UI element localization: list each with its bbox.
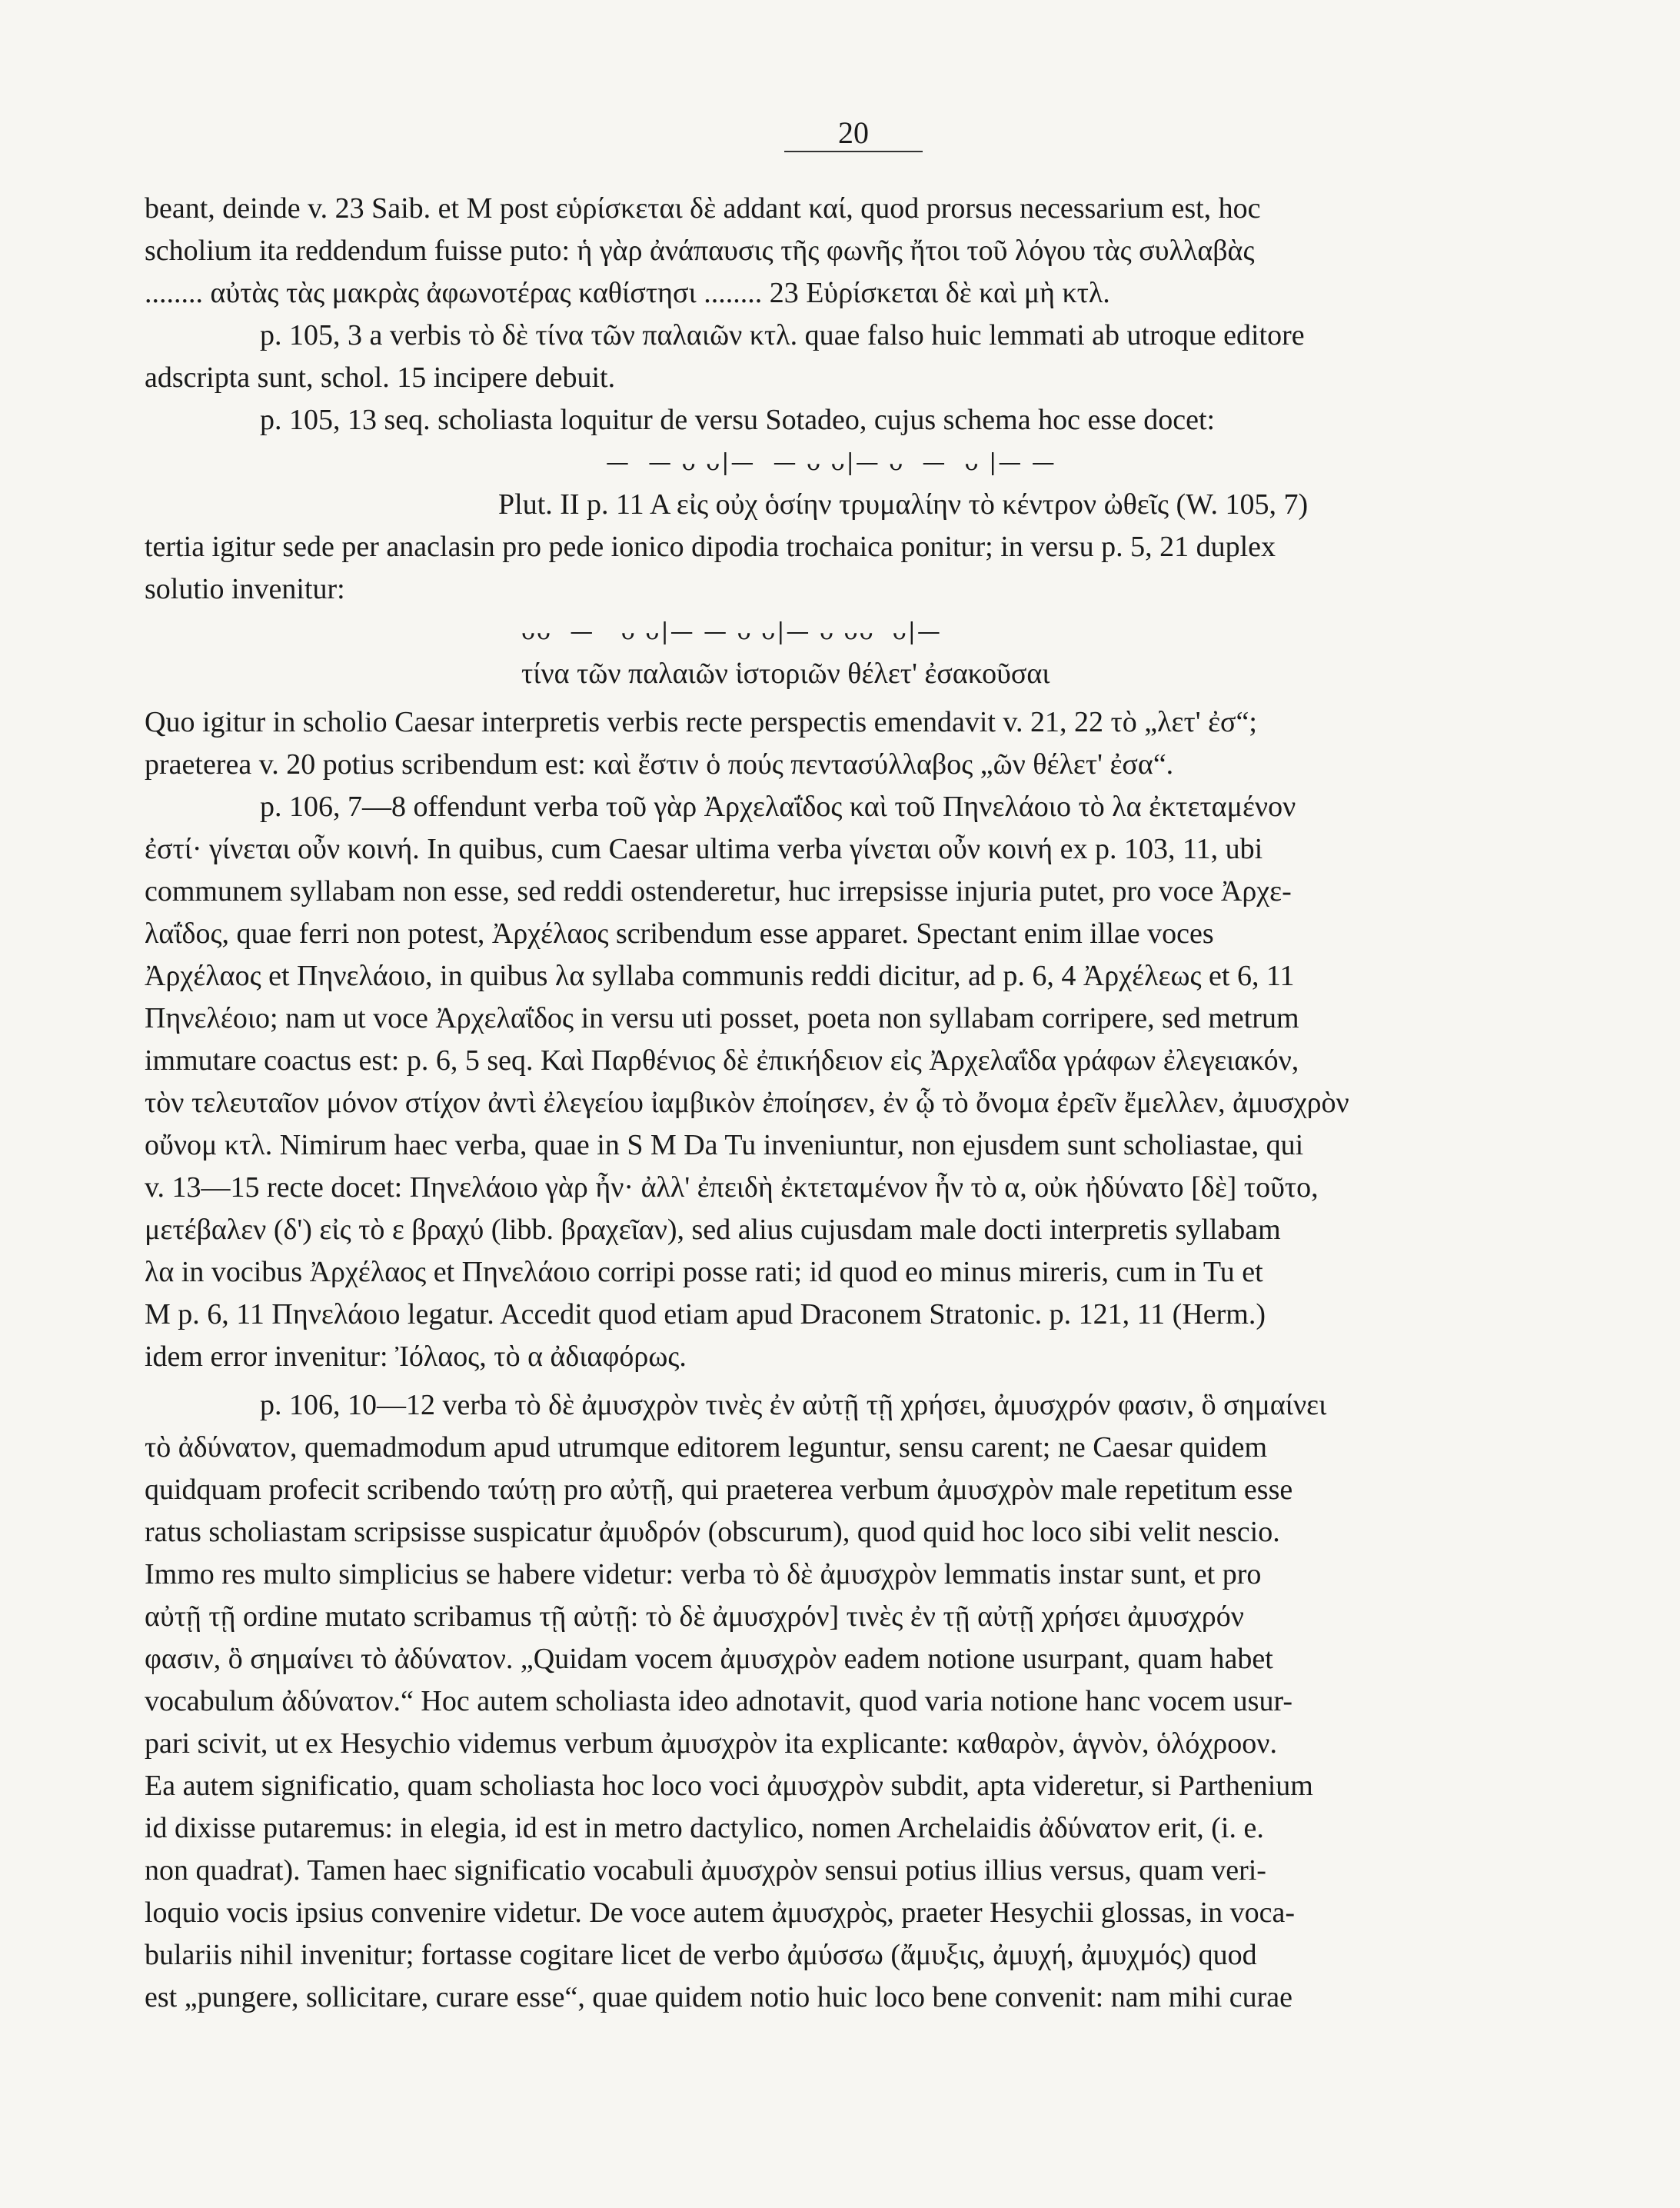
spacer (145, 695, 1544, 701)
text-line: αὐτῇ τῇ ordine mutato scribamus τῇ αὐτῇ: τὸ δὲ ἀμυσχρόν] τινὲς ἐν τῇ αὐτῇ χρήσει ἀμυσχρόν (145, 1600, 1244, 1633)
text-line: quidquam profecit scribendo ταύτῃ pro αὐτῇ, qui praeterea verbum ἀμυσχρὸν male repetitum esse (145, 1474, 1293, 1506)
text-line: ratus scholiastam scripsisse suspicatur ἀμυδρόν (obscurum), quod quid hoc loco sibi velit nescio. (145, 1516, 1280, 1548)
text-line: scholium ita reddendum fuisse puto: ἡ γὰρ ἀνάπαυσις τῆς φωνῆς ἤτοι τοῦ λόγου τὰς συλλαβὰς (145, 235, 1255, 267)
text-line: idem error invenitur: Ἰόλαος, τὸ α ἀδιαφόρως. (145, 1340, 687, 1373)
text-line: solutio invenitur: (145, 573, 345, 605)
header-rule (784, 151, 923, 152)
text-line: p. 106, 10—12 verba τὸ δὲ ἀμυσχρὸν τινὲς ἐν αὐτῇ τῇ χρήσει, ἀμυσχρόν φασιν, ὃ σημαίνει (260, 1389, 1327, 1421)
body-text (145, 188, 1544, 2019)
text-line: τὸν τελευταῖον μόνον στίχον ἀντὶ ἐλεγείου ἰαμβικὸν ἐποίησεν, ἐν ᾧ τὸ ὄνομα ἐρεῖν ἔμελλεν, ἀμυσχρὸν (145, 1087, 1349, 1119)
text-line: p. 105, 13 seq. scholiasta loquitur de versu Sotadeo, cujus schema hoc esse docet: (260, 404, 1216, 436)
text-line: adscripta sunt, schol. 15 incipere debuit. (145, 361, 616, 394)
text-line: est „pungere, sollicitare, curare esse“, quae quidem notio huic loco bene convenit: nam mihi curae (145, 1981, 1293, 2013)
text-line: λαΐδος, quae ferri non potest, Ἀρχέλαος scribendum esse apparet. Spectant enim illae voces (145, 918, 1214, 950)
text-line: p. 105, 3 a verbis τὸ δὲ τίνα τῶν παλαιῶν κτλ. quae falso huic lemmati ab utroque editore (260, 319, 1305, 351)
verse-quote: Plut. II p. 11 A εἰς οὐχ ὁσίην τρυμαλίην τὸ κέντρον ὠθεῖς (W. 105, 7) (498, 488, 1309, 521)
text-line: Immo res multo simplicius se habere videtur: verba τὸ δὲ ἀμυσχρὸν lemmatis instar sunt, et pro (145, 1558, 1262, 1590)
text-line: beant, deinde v. 23 Saib. et M post εὑρίσκεται δὲ addant καί, quod prorsus necessarium est, hoc (145, 192, 1261, 225)
text-line: φασιν, ὃ σημαίνει τὸ ἀδύνατον. „Quidam vocem ἀμυσχρὸν eadem notione usurpant, quam habet (145, 1643, 1273, 1675)
text-line: bulariis nihil invenitur; fortasse cogitare licet de verbo ἀμύσσω (ἄμυξις, ἀμυχή, ἀμυχμός) quod (145, 1939, 1257, 1971)
text-line: immutare coactus est: p. 6, 5 seq. Καὶ Παρθένιος δὲ ἐπικήδειον εἰς Ἀρχελαΐδα γράφων ἐλεγειακόν, (145, 1044, 1299, 1077)
metrical-scheme: ᴗᴗ — ᴗ ᴗ|— — ᴗ ᴗ|— ᴗ ᴗᴗ ᴗ|— (521, 618, 942, 645)
text-line: communem syllabam non esse, sed reddi ostenderetur, huc irrepsisse injuria putet, pro voce Ἀρχε- (145, 875, 1292, 908)
text-line: οὔνομ κτλ. Nimirum haec verba, quae in S M Da Tu inveniuntur, non ejusdem sunt scholiastae, qui (145, 1129, 1304, 1161)
verse-quote: τίνα τῶν παλαιῶν ἱστοριῶν θέλετ' ἐσακοῦσαι (521, 658, 1050, 690)
text-line: Ea autem significatio, quam scholiasta hoc loco voci ἀμυσχρὸν subdit, apta videretur, si Parthenium (145, 1770, 1313, 1802)
text-line: id dixisse putaremus: in elegia, id est in metro dactylico, nomen Archelaidis ἀδύνατον erit, (i. e. (145, 1812, 1264, 1844)
text-line: Quo igitur in scholio Caesar interpretis verbis recte perspectis emendavit v. 21, 22 τὸ „λετ' ἐσ“; (145, 706, 1257, 738)
metrical-scheme: — — ᴗ ᴗ|— — ᴗ ᴗ|— ᴗ — ᴗ |— — (606, 449, 1056, 476)
text-line: non quadrat). Tamen haec significatio vocabuli ἀμυσχρὸν sensui potius illius versus, quam veri- (145, 1854, 1266, 1887)
text-line: pari scivit, ut ex Hesychio videmus verbum ἀμυσχρὸν ita explicante: καθαρὸν, ἁγνὸν, ὁλόχροον. (145, 1727, 1277, 1760)
text-line: ........ αὐτὰς τὰς μακρὰς ἀφωνοτέρας καθίστησι ........ 23 Εὑρίσκεται δὲ καὶ μὴ κτλ. (145, 277, 1110, 309)
text-line: vocabulum ἀδύνατον.“ Hoc autem scholiasta ideo adnotavit, quod varia notione hanc vocem usur- (145, 1685, 1293, 1717)
text-line: p. 106, 7—8 offendunt verba τοῦ γὰρ Ἀρχελαΐδος καὶ τοῦ Πηνελάοιο τὸ λα ἐκτεταμένον (260, 791, 1296, 823)
text-line: ἐστί· γίνεται οὖν κοινή. In quibus, cum Caesar ultima verba γίνεται οὖν κοινή ex p. 103, 11, ubi (145, 833, 1263, 865)
text-line: praeterea v. 20 potius scribendum est: καὶ ἔστιν ὁ πούς πεντασύλλαβος „ῶν θέλετ' ἐσα“. (145, 748, 1174, 781)
text-line: Ἀρχέλαος et Πηνελάοιο, in quibus λα syllaba communis reddi dicitur, ad p. 6, 4 Ἀρχέλεως et 6, 11 (145, 960, 1295, 992)
text-line: loquio vocis ipsius convenire videtur. De voce autem ἀμυσχρὸς, praeter Hesychii glossas, in voca- (145, 1897, 1295, 1929)
text-line: μετέβαλεν (δ') εἰς τὸ ε βραχύ (libb. βραχεῖαν), sed alius cujusdam male docti interpretis syllabam (145, 1214, 1281, 1246)
text-line: M p. 6, 11 Πηνελάοιο legatur. Accedit quod etiam apud Draconem Stratonic. p. 121, 11 (Herm.) (145, 1298, 1266, 1330)
text-line: τὸ ἀδύνατον, quemadmodum apud utrumque editorem leguntur, sensu carent; ne Caesar quidem (145, 1431, 1268, 1464)
text-line: λα in vocibus Ἀρχέλαος et Πηνελάοιο corripi posse rati; id quod eo minus mireris, cum in Tu et (145, 1256, 1263, 1288)
spacer (145, 1378, 1544, 1384)
page-number: 20 (838, 115, 869, 150)
text-line: tertia igitur sede per anaclasin pro pede ionico dipodia trochaica ponitur; in versu p. 5, 21 duplex (145, 531, 1276, 563)
text-line: Πηνελέοιο; nam ut voce Ἀρχελαΐδος in versu uti posset, poeta non syllabam corripere, sed metrum (145, 1002, 1299, 1034)
text-line: v. 13—15 recte docet: Πηνελάοιο γὰρ ἦν· ἀλλ' ἐπειδὴ ἐκτεταμένον ἦν τὸ α, οὐκ ἠδύνατο [δὲ] τοῦτο, (145, 1171, 1319, 1204)
